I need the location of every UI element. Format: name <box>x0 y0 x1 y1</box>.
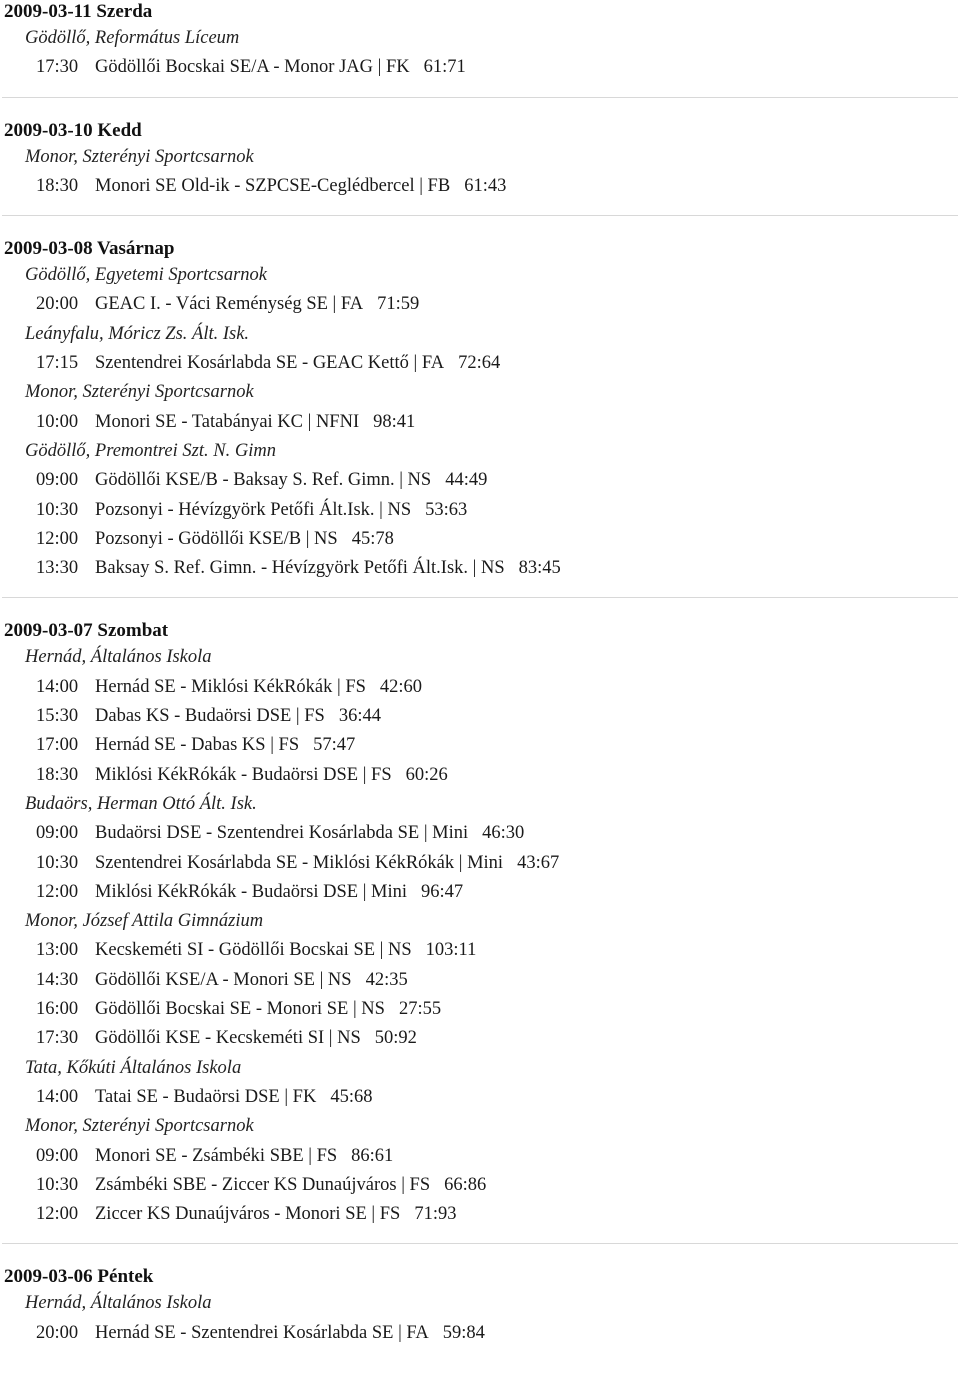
game-time: 14:30 <box>36 969 79 990</box>
game-time: 14:00 <box>36 1086 79 1107</box>
game-score: 46:30 <box>482 823 525 844</box>
game-teams: Budaörsi DSE - Szentendrei Kosárlabda SE | Mini <box>95 823 469 844</box>
game-teams: GEAC I. - Váci Reménység SE | FA <box>95 294 364 315</box>
venue-name: Gödöllő, Egyetemi Sportcsarnok <box>25 265 267 286</box>
game-row <box>0 496 960 525</box>
game-row <box>0 466 960 495</box>
game-row <box>0 1024 960 1053</box>
game-time: 09:00 <box>36 470 79 491</box>
day-header: 2009-03-08 Vasárnap <box>4 238 175 260</box>
game-score: 42:60 <box>379 676 423 697</box>
game-row <box>0 878 960 907</box>
game-score: 96:47 <box>421 881 464 902</box>
game-row <box>0 1142 960 1171</box>
game-time: 10:30 <box>36 499 79 520</box>
game-time: 12:00 <box>36 528 79 549</box>
venue-name: Hernád, Általános Iskola <box>25 1293 212 1314</box>
game-score: 36:44 <box>338 706 381 727</box>
venue-name: Monor, Szterényi Sportcsarnok <box>25 382 254 403</box>
game-score: 86:61 <box>351 1145 394 1166</box>
game-teams: Gödöllői KSE/B - Baksay S. Ref. Gimn. | NS <box>95 470 432 491</box>
game-teams: Gödöllői Bocskai SE/A - Monor JAG | FK <box>95 57 410 78</box>
game-time: 12:00 <box>36 881 79 902</box>
game-teams: Kecskeméti SI - Gödöllői Bocskai SE | NS <box>95 940 412 961</box>
game-teams: Hernád SE - Szentendrei Kosárlabda SE | FA <box>95 1322 429 1343</box>
game-teams: Hernád SE - Dabas KS | FS <box>95 735 300 756</box>
game-row <box>0 849 960 878</box>
game-row <box>0 702 960 731</box>
venue-name: Leányfalu, Móricz Zs. Ált. Isk. <box>25 323 250 344</box>
game-score: 61:43 <box>464 175 507 196</box>
game-score: 43:67 <box>517 852 560 873</box>
game-time: 12:00 <box>36 1204 79 1225</box>
game-time: 13:30 <box>36 558 79 579</box>
game-teams: Tatai SE - Budaörsi DSE | FK <box>95 1086 317 1107</box>
game-teams: Baksay S. Ref. Gimn. - Hévízgyörk Petőfi Ált.Isk. | NS <box>95 558 505 579</box>
venue-name: Gödöllő, Református Líceum <box>25 28 240 48</box>
game-score: 59:84 <box>442 1322 485 1343</box>
day-divider <box>2 97 958 98</box>
game-time: 20:00 <box>36 1322 79 1343</box>
day-section <box>0 0 960 83</box>
game-score: 71:93 <box>414 1204 457 1225</box>
game-time: 18:30 <box>36 175 79 196</box>
game-time: 15:30 <box>36 706 79 727</box>
day-section <box>0 1265 960 1348</box>
game-teams: Miklósi KékRókák - Budaörsi DSE | Mini <box>95 881 408 902</box>
game-score: 98:41 <box>373 411 416 432</box>
game-row <box>0 673 960 702</box>
game-time: 17:30 <box>36 1028 79 1049</box>
game-time: 16:00 <box>36 999 79 1020</box>
venue-name: Monor, Szterényi Sportcsarnok <box>25 1116 254 1137</box>
game-teams: Pozsonyi - Hévízgyörk Petőfi Ált.Isk. | NS <box>95 499 412 520</box>
game-row <box>0 554 960 583</box>
game-time: 13:00 <box>36 940 79 961</box>
game-score: 72:64 <box>458 353 501 374</box>
game-score: 53:63 <box>425 499 468 520</box>
game-score: 60:26 <box>405 764 448 785</box>
game-teams: Zsámbéki SBE - Ziccer KS Dunaújváros | FS <box>95 1174 431 1195</box>
game-time: 09:00 <box>36 1145 79 1166</box>
game-score: 42:35 <box>365 969 408 990</box>
game-score: 66:86 <box>444 1174 487 1195</box>
game-time: 10:30 <box>36 1174 79 1195</box>
game-teams: Szentendrei Kosárlabda SE - GEAC Kettő | FA <box>95 353 445 374</box>
game-teams: Gödöllői KSE - Kecskeméti SI | NS <box>95 1028 361 1049</box>
game-score: 57:47 <box>313 735 356 756</box>
day-divider <box>2 215 958 216</box>
game-score: 61:71 <box>423 57 466 78</box>
day-header: 2009-03-11 Szerda <box>4 1 153 22</box>
game-row <box>0 1200 960 1229</box>
game-teams: Dabas KS - Budaörsi DSE | FS <box>95 706 325 727</box>
day-section <box>0 619 960 1229</box>
game-score: 50:92 <box>374 1028 417 1049</box>
game-score: 83:45 <box>518 558 561 579</box>
venue-name: Monor, József Attila Gimnázium <box>25 911 264 932</box>
game-teams: Monori SE - Tatabányai KC | NFNI <box>95 411 360 432</box>
game-row <box>0 408 960 437</box>
game-score: 27:55 <box>398 999 442 1020</box>
game-time: 18:30 <box>36 764 79 785</box>
game-row <box>0 525 960 554</box>
game-row <box>0 349 960 378</box>
day-header: 2009-03-06 Péntek <box>4 1266 154 1288</box>
game-teams: Pozsonyi - Gödöllői KSE/B | NS <box>95 528 338 549</box>
game-time: 14:00 <box>36 676 79 697</box>
game-score: 45:78 <box>351 528 394 549</box>
venue-name: Gödöllő, Premontrei Szt. N. Gimn <box>25 440 276 461</box>
game-teams: Hernád SE - Miklósi KékRókák | FS <box>95 676 366 697</box>
day-section <box>0 119 960 202</box>
game-row <box>0 819 960 848</box>
game-teams: Miklósi KékRókák - Budaörsi DSE | FS <box>95 764 392 785</box>
game-teams: Gödöllői Bocskai SE - Monori SE | NS <box>95 999 385 1020</box>
game-row <box>0 761 960 790</box>
venue-name: Monor, Szterényi Sportcsarnok <box>25 146 254 167</box>
game-row <box>0 966 960 995</box>
game-time: 17:00 <box>36 735 79 756</box>
game-row <box>0 172 960 201</box>
game-time: 20:00 <box>36 294 79 315</box>
game-teams: Ziccer KS Dunaújváros - Monori SE | FS <box>95 1204 401 1225</box>
game-score: 45:68 <box>330 1086 373 1107</box>
venue-name: Tata, Kőkúti Általános Iskola <box>25 1057 242 1078</box>
game-time: 17:30 <box>36 57 79 78</box>
game-teams: Monori SE Old-ik - SZPCSE-Ceglédbercel | FB <box>95 175 451 196</box>
game-row <box>0 53 960 82</box>
venue-name: Hernád, Általános Iskola <box>25 647 212 668</box>
day-header: 2009-03-07 Szombat <box>4 620 169 642</box>
game-row <box>0 290 960 319</box>
day-section <box>0 237 960 583</box>
game-row <box>0 1319 960 1348</box>
game-row <box>0 731 960 760</box>
game-score: 103:11 <box>425 940 477 961</box>
game-time: 10:00 <box>36 411 79 432</box>
game-row <box>0 1083 960 1112</box>
game-row <box>0 936 960 965</box>
game-score: 44:49 <box>445 470 488 491</box>
game-score: 71:59 <box>377 294 420 315</box>
game-teams: Monori SE - Zsámbéki SBE | FS <box>95 1145 338 1166</box>
game-time: 09:00 <box>36 823 79 844</box>
day-divider <box>2 1243 958 1244</box>
game-row <box>0 995 960 1024</box>
game-teams: Szentendrei Kosárlabda SE - Miklósi KékRókák | Mini <box>95 852 504 873</box>
game-time: 10:30 <box>36 852 79 873</box>
game-row <box>0 1171 960 1200</box>
day-header: 2009-03-10 Kedd <box>4 119 142 141</box>
day-divider <box>2 597 958 598</box>
game-teams: Gödöllői KSE/A - Monori SE | NS <box>95 969 352 990</box>
game-time: 17:15 <box>36 353 79 374</box>
venue-name: Budaörs, Herman Ottó Ált. Isk. <box>25 793 257 814</box>
